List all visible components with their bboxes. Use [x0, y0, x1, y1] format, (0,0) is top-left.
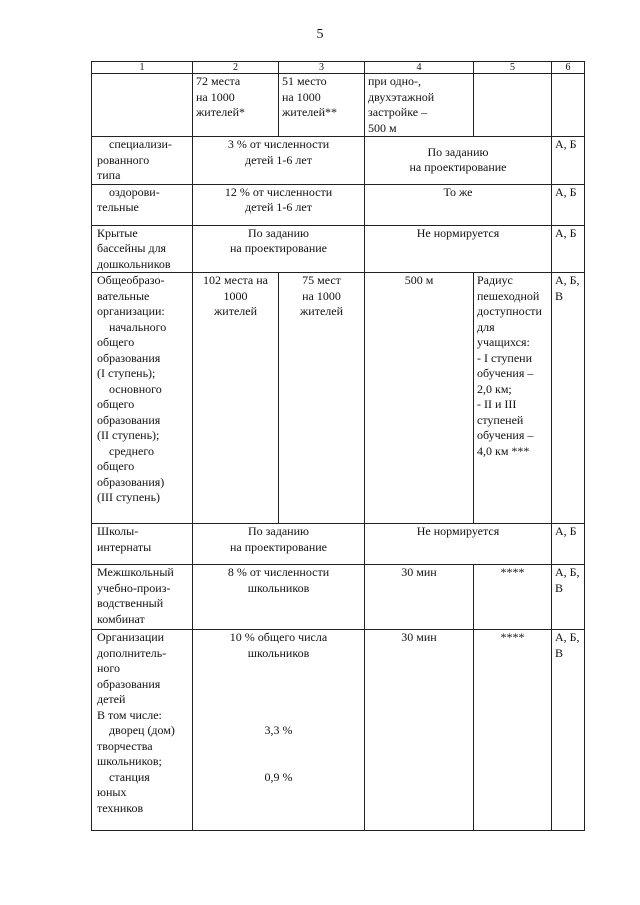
column-number: 1 — [92, 62, 193, 74]
norm-cell: 3 % от численности детей 1-6 лет — [193, 137, 365, 185]
note-cell — [474, 74, 552, 137]
table-row — [92, 137, 585, 185]
norms-table — [91, 61, 585, 831]
label-cell: оздорови- тельные — [92, 184, 193, 225]
norm-cell: 75 мест на 1000 жителей — [279, 273, 365, 524]
accessibility-cell: при одно-, двухэтажной застройке – 500 м — [365, 74, 474, 137]
accessibility-cell: То же — [365, 184, 552, 225]
accessibility-cell: 30 мин — [365, 630, 474, 831]
norm-cell: 72 места на 1000 жителей* — [193, 74, 279, 137]
table-row — [92, 565, 585, 630]
zone-cell — [552, 74, 585, 137]
label-cell: Организации дополнитель- ного образования детей В том числе: дворец (дом) творчества школьников; станция юных техников — [92, 630, 193, 831]
label-cell: Школы- интернаты — [92, 524, 193, 565]
column-number: 3 — [279, 62, 365, 74]
norm-cell: По заданию на проектирование — [193, 225, 365, 273]
zone-cell: А, Б, В — [552, 273, 585, 524]
zone-cell: А, Б — [552, 524, 585, 565]
column-number: 5 — [474, 62, 552, 74]
table-row — [92, 74, 585, 137]
label-cell: Межшкольный учебно-произ- водственный комбинат — [92, 565, 193, 630]
accessibility-cell: Не нормируется — [365, 225, 552, 273]
label-cell: специализи- рованного типа — [92, 137, 193, 185]
note-cell: Радиус пешеходной доступности для учащихся: - I ступени обучения – 2,0 км; - II и III ступеней обучения – 4,0 км *** — [474, 273, 552, 524]
zone-cell: А, Б — [552, 225, 585, 273]
zone-cell: А, Б — [552, 137, 585, 185]
label-cell: Крытые бассейны для дошкольников — [92, 225, 193, 273]
table-row — [92, 524, 585, 565]
zone-cell: А, Б — [552, 184, 585, 225]
norm-cell: 10 % общего числа школьников 3,3 % 0,9 % — [193, 630, 365, 831]
column-number: 6 — [552, 62, 585, 74]
accessibility-cell: По заданию на проектирование — [365, 137, 552, 185]
column-number: 2 — [193, 62, 279, 74]
norm-cell: 8 % от численности школьников — [193, 565, 365, 630]
norm-cell: 12 % от численности детей 1-6 лет — [193, 184, 365, 225]
column-number: 4 — [365, 62, 474, 74]
table-row — [92, 225, 585, 273]
zone-cell: А, Б, В — [552, 565, 585, 630]
column-number-row — [92, 62, 585, 74]
accessibility-cell: 500 м — [365, 273, 474, 524]
accessibility-cell: 30 мин — [365, 565, 474, 630]
norm-cell: 51 место на 1000 жителей** — [279, 74, 365, 137]
note-cell: **** — [474, 565, 552, 630]
table-row — [92, 630, 585, 831]
norm-cell: 102 места на 1000 жителей — [193, 273, 279, 524]
table-row — [92, 184, 585, 225]
norm-cell: По заданию на проектирование — [193, 524, 365, 565]
label-cell: Общеобразо- вательные организации: начального общего образования (I ступень); основного общего образования (II ступень); среднего общего образования) (III ступень) — [92, 273, 193, 524]
zone-cell: А, Б, В — [552, 630, 585, 831]
page-number: 5 — [316, 27, 324, 42]
table-row — [92, 273, 585, 524]
label-cell — [92, 74, 193, 137]
accessibility-cell: Не нормируется — [365, 524, 552, 565]
note-cell: **** — [474, 630, 552, 831]
